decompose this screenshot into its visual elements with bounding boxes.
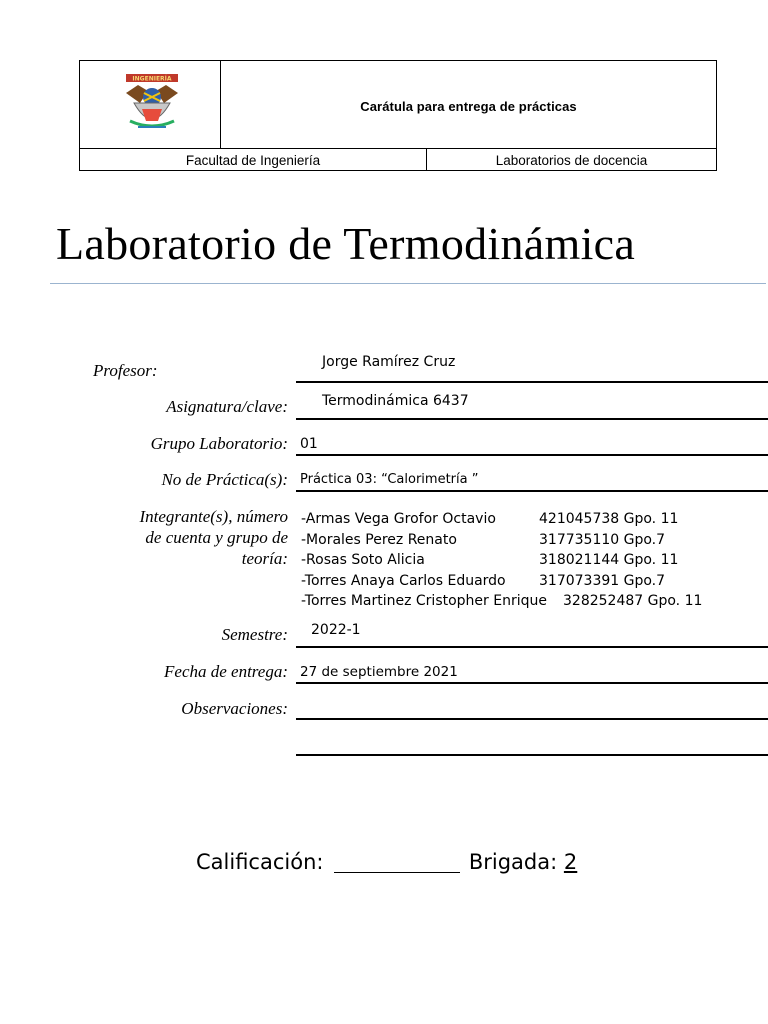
unam-crest-logo-icon: [120, 73, 184, 135]
calificacion-blank: [334, 850, 460, 873]
logo-lettering: INGENIERÍA: [132, 75, 172, 83]
member-row: [301, 550, 761, 571]
member-name: -Torres Martinez Cristopher Enrique: [301, 593, 547, 609]
practica-line: [296, 490, 768, 492]
member-name: -Torres Anaya Carlos Eduardo: [301, 572, 506, 589]
department-cell: Laboratorios de docencia: [495, 153, 648, 168]
semestre-label: Semestre:: [221, 625, 288, 644]
brigada-label: Brigada:: [468, 850, 558, 874]
logo-cell: [80, 61, 221, 148]
semestre-value: 2022-1: [311, 622, 361, 638]
grupo-value: 01: [300, 436, 318, 452]
header-title: Carátula para entrega de prácticas: [360, 99, 577, 114]
page-title: Laboratorio de Termodinámica: [56, 218, 636, 269]
asignatura-line: [296, 418, 768, 420]
observaciones-line-1: [296, 718, 768, 720]
observaciones-label: Observaciones:: [181, 699, 288, 718]
title-divider: [50, 283, 766, 284]
brigada-value: 2: [563, 850, 578, 874]
member-account: 317735110 Gpo.7: [539, 531, 666, 548]
integrantes-label-line2: de cuenta y grupo de: [145, 528, 288, 547]
integrantes-label-line1: Integrante(s), número: [139, 507, 288, 526]
member-account: 317073391 Gpo.7: [539, 572, 666, 589]
calificacion-label: Calificación:: [196, 850, 324, 874]
member-row: [301, 571, 761, 592]
members-list: [301, 509, 761, 612]
member-name: -Rosas Soto Alicia: [301, 552, 425, 568]
profesor-line: [296, 381, 768, 383]
header-table: [79, 60, 717, 171]
member-row: [301, 509, 761, 530]
faculty-cell: Facultad de Ingeniería: [80, 149, 427, 170]
practica-value: Práctica 03: “Calorimetría ”: [300, 472, 479, 487]
header-title-cell: [221, 61, 716, 148]
grupo-line: [296, 454, 768, 456]
practica-label: No de Práctica(s):: [161, 470, 288, 489]
member-account: 318021144 Gpo. 11: [539, 552, 679, 568]
member-account: 328252487 Gpo. 11: [563, 593, 703, 609]
member-name: -Armas Vega Grofor Octavio: [301, 511, 496, 527]
fecha-label: Fecha de entrega:: [164, 662, 288, 681]
member-name: -Morales Perez Renato: [301, 531, 457, 548]
footer: [196, 850, 577, 874]
semestre-line: [296, 646, 768, 648]
header-row-2: [80, 148, 716, 170]
fecha-line: [296, 682, 768, 684]
asignatura-label: Asignatura/clave:: [166, 397, 288, 416]
observaciones-line-2: [296, 754, 768, 756]
grupo-label: Grupo Laboratorio:: [150, 434, 288, 453]
member-row: [301, 530, 761, 551]
profesor-label: Profesor:: [93, 361, 158, 380]
asignatura-value: Termodinámica 6437: [322, 393, 469, 409]
member-row: [301, 591, 761, 612]
fecha-value: 27 de septiembre 2021: [300, 664, 458, 680]
profesor-value: Jorge Ramírez Cruz: [322, 354, 456, 370]
integrantes-label-line3: teoría:: [241, 549, 288, 568]
member-account: 421045738 Gpo. 11: [539, 511, 679, 527]
